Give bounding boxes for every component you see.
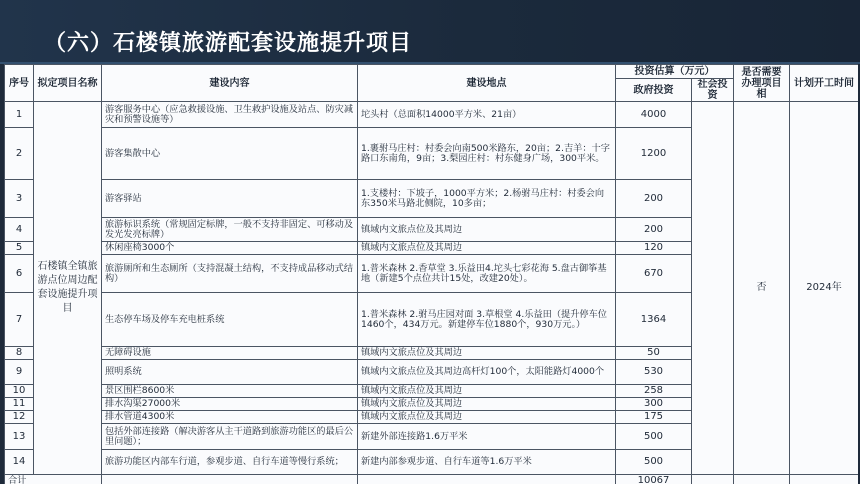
header-seq: 序号 (5, 65, 34, 102)
header-gov-investment: 政府投资 (616, 79, 692, 102)
row-no: 4 (5, 218, 34, 242)
total-label: 合计 (5, 475, 102, 484)
row-no: 12 (5, 411, 34, 424)
row-gov: 200 (616, 218, 692, 242)
schedule-cell: 2024年 (790, 102, 859, 475)
row-no: 1 (5, 102, 34, 128)
project-table (4, 64, 858, 484)
row-location: 镇域内文旅点位及其周边 (358, 398, 616, 411)
title-bar (0, 0, 860, 64)
row-no: 14 (5, 450, 34, 475)
row-gov: 300 (616, 398, 692, 411)
row-no: 9 (5, 360, 34, 385)
row-no: 7 (5, 293, 34, 347)
header-investment: 投资估算（万元） (616, 65, 734, 79)
row-content: 照明系统 (102, 360, 358, 385)
total-gov: 10067 (616, 475, 692, 484)
row-no: 8 (5, 347, 34, 360)
total-empty-content (102, 475, 358, 484)
header-content: 建设内容 (102, 65, 358, 102)
row-no: 2 (5, 128, 34, 180)
row-location: 镇域内文旅点位及其周边 (358, 411, 616, 424)
row-gov: 1364 (616, 293, 692, 347)
row-location: 坨头村（总面积14000平方米、21亩） (358, 102, 616, 128)
row-content: 生态停车场及停车充电桩系统 (102, 293, 358, 347)
row-location: 新建内部参观步道、自行车道等1.6万平米 (358, 450, 616, 475)
row-location: 镇域内文旅点位及其周边 (358, 242, 616, 255)
row-location: 新建外部连接路1.6万平米 (358, 424, 616, 450)
row-gov: 175 (616, 411, 692, 424)
row-no: 3 (5, 180, 34, 218)
row-gov: 670 (616, 255, 692, 293)
row-location: 镇域内文旅点位及其周边 (358, 347, 616, 360)
row-content: 排水管道4300米 (102, 411, 358, 424)
row-gov: 120 (616, 242, 692, 255)
row-content: 包括外部连接路（解决游客从主干道路到旅游功能区的最后公里问题）； (102, 424, 358, 450)
total-empty-schedule (790, 475, 859, 484)
row-gov: 530 (616, 360, 692, 385)
row-no: 10 (5, 385, 34, 398)
header-social-investment: 社会投资 (692, 79, 734, 102)
row-content: 景区围栏8600米 (102, 385, 358, 398)
row-no: 11 (5, 398, 34, 411)
project-name-cell: 石楼镇全镇旅游点位周边配套设施提升项目 (34, 102, 102, 475)
row-gov: 258 (616, 385, 692, 398)
total-empty-procedure (734, 475, 790, 484)
row-no: 6 (5, 255, 34, 293)
row-content: 旅游标识系统（常规固定标牌，一般不支持非固定、可移动及发光发亮标牌） (102, 218, 358, 242)
row-location: 镇域内文旅点位及其周边 (358, 218, 616, 242)
social-investment-cell (692, 102, 734, 475)
table-row (5, 102, 859, 128)
total-empty-location (358, 475, 616, 484)
row-content: 无障碍设施 (102, 347, 358, 360)
row-location: 1.支楼村：下坡子，1000平方米；2.杨驸马庄村：村委会向东350米马路北侧院，10多亩； (358, 180, 616, 218)
row-content: 旅游厕所和生态厕所（支持混凝土结构，不支持成品移动式结构） (102, 255, 358, 293)
row-content: 休闲座椅3000个 (102, 242, 358, 255)
row-gov: 50 (616, 347, 692, 360)
row-location: 1.普米森林 2.香草堂 3.乐益田4.坨头七彩花海 5.盘古御筝基地（新建5个点位共计15处，改建20处）。 (358, 255, 616, 293)
total-row (5, 475, 859, 484)
row-content: 游客服务中心（应急救援设施、卫生救护设施及站点、防灾减灾和预警设施等） (102, 102, 358, 128)
row-content: 排水沟渠27000米 (102, 398, 358, 411)
header-project-name: 拟定项目名称 (34, 65, 102, 102)
row-location: 镇域内文旅点位及其周边高杆灯100个，太阳能路灯4000个 (358, 360, 616, 385)
row-no: 13 (5, 424, 34, 450)
row-gov: 1200 (616, 128, 692, 180)
row-gov: 4000 (616, 102, 692, 128)
row-location: 镇域内文旅点位及其周边 (358, 385, 616, 398)
row-content: 游客驿站 (102, 180, 358, 218)
project-table-sheet (4, 64, 858, 484)
row-location: 1.普米森林 2.驸马庄园对面 3.草根堂 4.乐益田（提升停车位1460个，434万元。新建停车位1880个，930万元。） (358, 293, 616, 347)
total-empty-social (692, 475, 734, 484)
header-procedure: 是否需要办理项目相 (734, 65, 790, 102)
header-location: 建设地点 (358, 65, 616, 102)
row-gov: 200 (616, 180, 692, 218)
header-schedule: 计划开工时间 (790, 65, 859, 102)
row-gov: 500 (616, 450, 692, 475)
row-location: 1.裹驸马庄村：村委会向南500米路东，20亩；2.吉羊：十字路口东南角，9亩；3.梨园庄村：村东健身广场，300平米。 (358, 128, 616, 180)
row-no: 5 (5, 242, 34, 255)
row-content: 旅游功能区内部车行道，参观步道、自行车道等慢行系统； (102, 450, 358, 475)
page-title: （六）石楼镇旅游配套设施提升项目 (44, 31, 413, 56)
row-content: 游客集散中心 (102, 128, 358, 180)
row-gov: 500 (616, 424, 692, 450)
procedure-cell: 否 (734, 102, 790, 475)
